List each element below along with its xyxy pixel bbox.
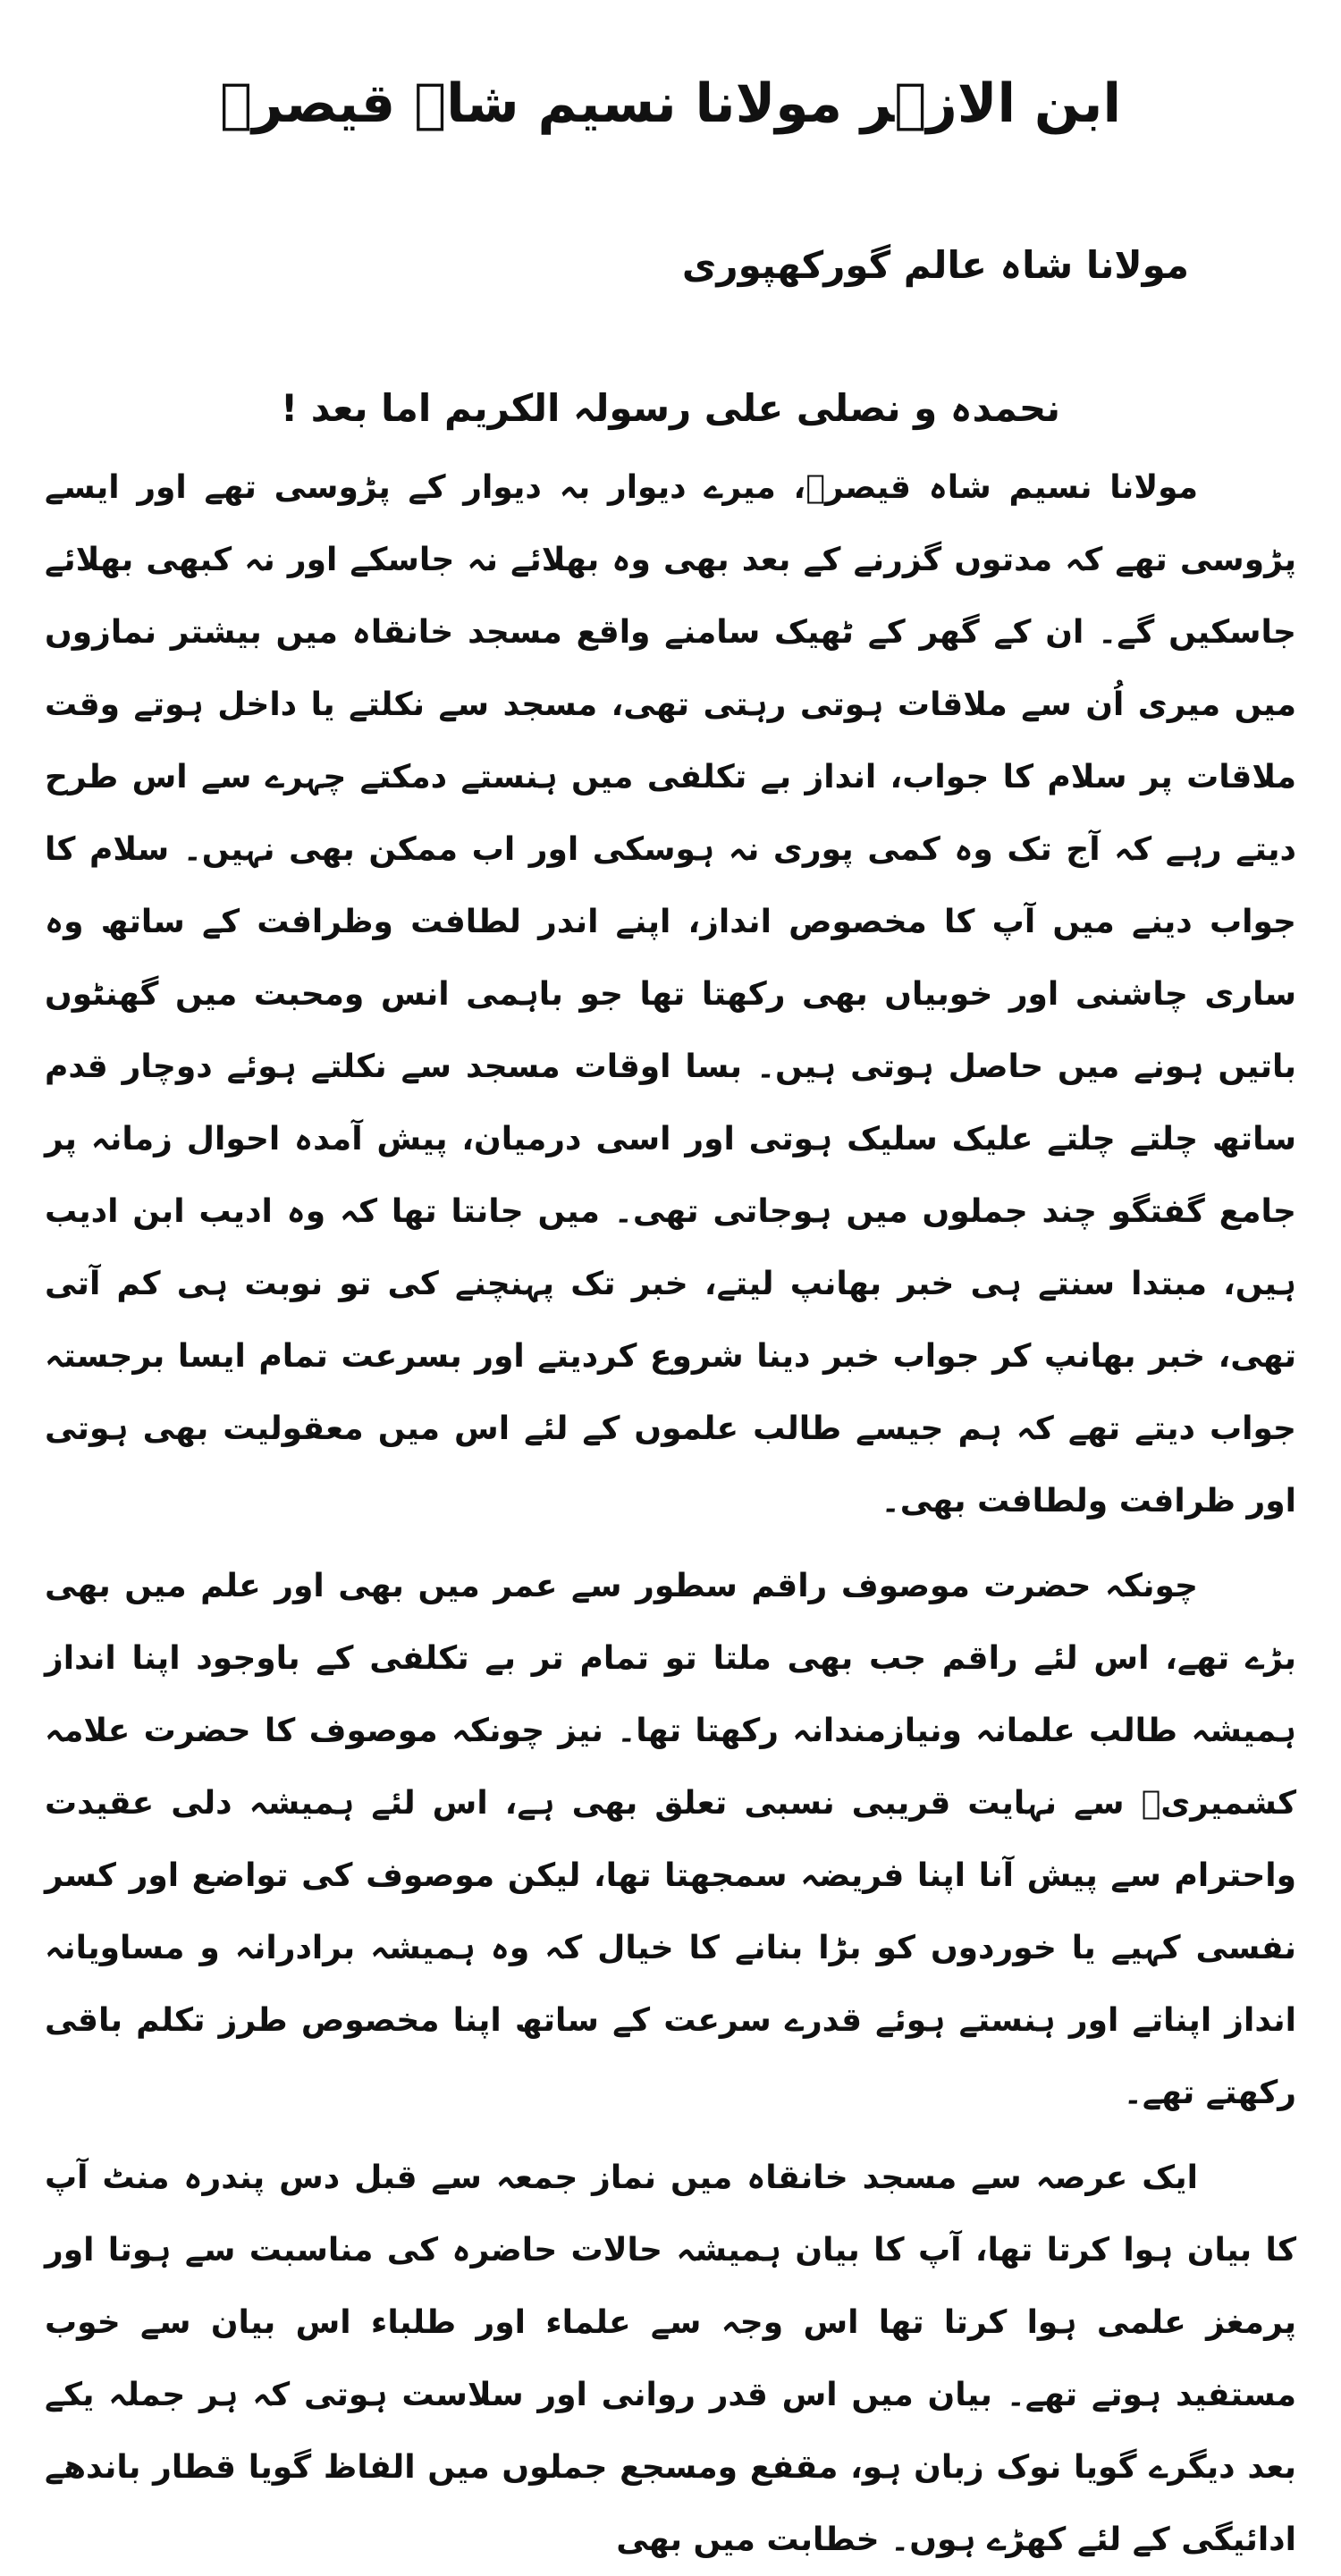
opening-invocation: نحمدہ و نصلی علی رسولہ الکریم اما بعد ! [281, 386, 1060, 431]
paragraph: چونکہ حضرت موصوف راقم سطور سے عمر میں بھی اور علم میں بھی بڑے تھے، اس لئے راقم جب بھی ملتا تو تمام تر بے تکلفی کے باوجود اپنا انداز ہمیشہ طالب علمانہ ونیازمندانہ رکھتا تھا۔ نیز چونکہ موصوف کا حضرت علامہ کشمیریؒ سے نہایت قریبی نسبی تعلق بھی ہے، اس لئے ہمیشہ دلی عقیدت واحترام سے پیش آنا اپنا فریضہ سمجھتا تھا، لیکن موصوف کی تواضع اور کسر نفسی کہیے یا خوردوں کو بڑا بنانے کا خیال کہ وہ ہمیشہ برادرانہ و مساویانہ انداز اپناتے اور ہنستے ہوئے قدرے سرعت کے ساتھ اپنا مخصوص طرز تکلم باقی رکھتے تھے۔ [45, 1567, 1296, 2111]
author-name: مولانا شاہ عالم گورکھپوری [681, 243, 1189, 287]
paragraph: مولانا نسیم شاہ قیصرؒ، میرے دیوار بہ دیوار کے پڑوسی تھے اور ایسے پڑوسی تھے کہ مدتوں گزرنے کے بعد بھی وہ بھلائے نہ جاسکے اور نہ کبھی بھلائے جاسکیں گے۔ ان کے گھر کے ٹھیک سامنے واقع مسجد خانقاہ میں بیشتر نمازوں میں میری اُن سے ملاقات ہوتی رہتی تھی، مسجد سے نکلتے یا داخل ہوتے وقت ملاقات پر سلام کا جواب، انداز بے تکلفی میں ہنستے دمکتے چہرے سے اس طرح دیتے رہے کہ آج تک وہ کمی پوری نہ ہوسکی اور اب ممکن بھی نہیں۔ سلام کا جواب دینے میں آپ کا مخصوص انداز، اپنے اندر لطافت وظرافت کے ساتھ وہ ساری چاشنی اور خوبیاں بھی رکھتا تھا جو باہمی انس ومحبت میں گھنٹوں باتیں ہونے میں حاصل ہوتی ہیں۔ بسا اوقات مسجد سے نکلتے ہوئے دوچار قدم ساتھ چلتے چلتے علیک سلیک ہوتی اور اسی درمیان، پیش آمدہ احوال زمانہ پر جامع گفتگو چند جملوں میں ہوجاتی تھی۔ میں جانتا تھا کہ وہ ادیب ابن ادیب ہیں، مبتدا سنتے ہی خبر بھانپ لیتے، خبر تک پہنچنے کی تو نوبت ہی کم آتی تھی، خبر بھانپ کر جواب خبر دینا شروع کردیتے اور بسرعت تمام ایسا برجستہ جواب دیتے تھے کہ ہم جیسے طالب علموں کے لئے اس میں معقولیت بھی ہوتی اور ظرافت ولطافت بھی۔ [45, 468, 1296, 1520]
article-title: ابن الازہر مولانا نسیم شاہ قیصرؒ [219, 72, 1122, 135]
paragraph: ایک عرصہ سے مسجد خانقاہ میں نماز جمعہ سے قبل دس پندرہ منٹ آپ کا بیان ہوا کرتا تھا، آپ کا بیان ہمیشہ حالات حاضرہ کی مناسبت سے ہوتا اور پرمغز علمی ہوا کرتا تھا اس وجہ سے علماء اور طلباء اس بیان سے خوب مستفید ہوتے تھے۔ بیان میں اس قدر روانی اور سلاست ہوتی کہ ہر جملہ یکے بعد دیگرے گویا نوک زبان ہو، مقفع ومسجع جملوں میں الفاظ گویا قطار باندھے ادائیگی کے لئے کھڑے ہوں۔ خطابت میں بھی [45, 2159, 1296, 2558]
